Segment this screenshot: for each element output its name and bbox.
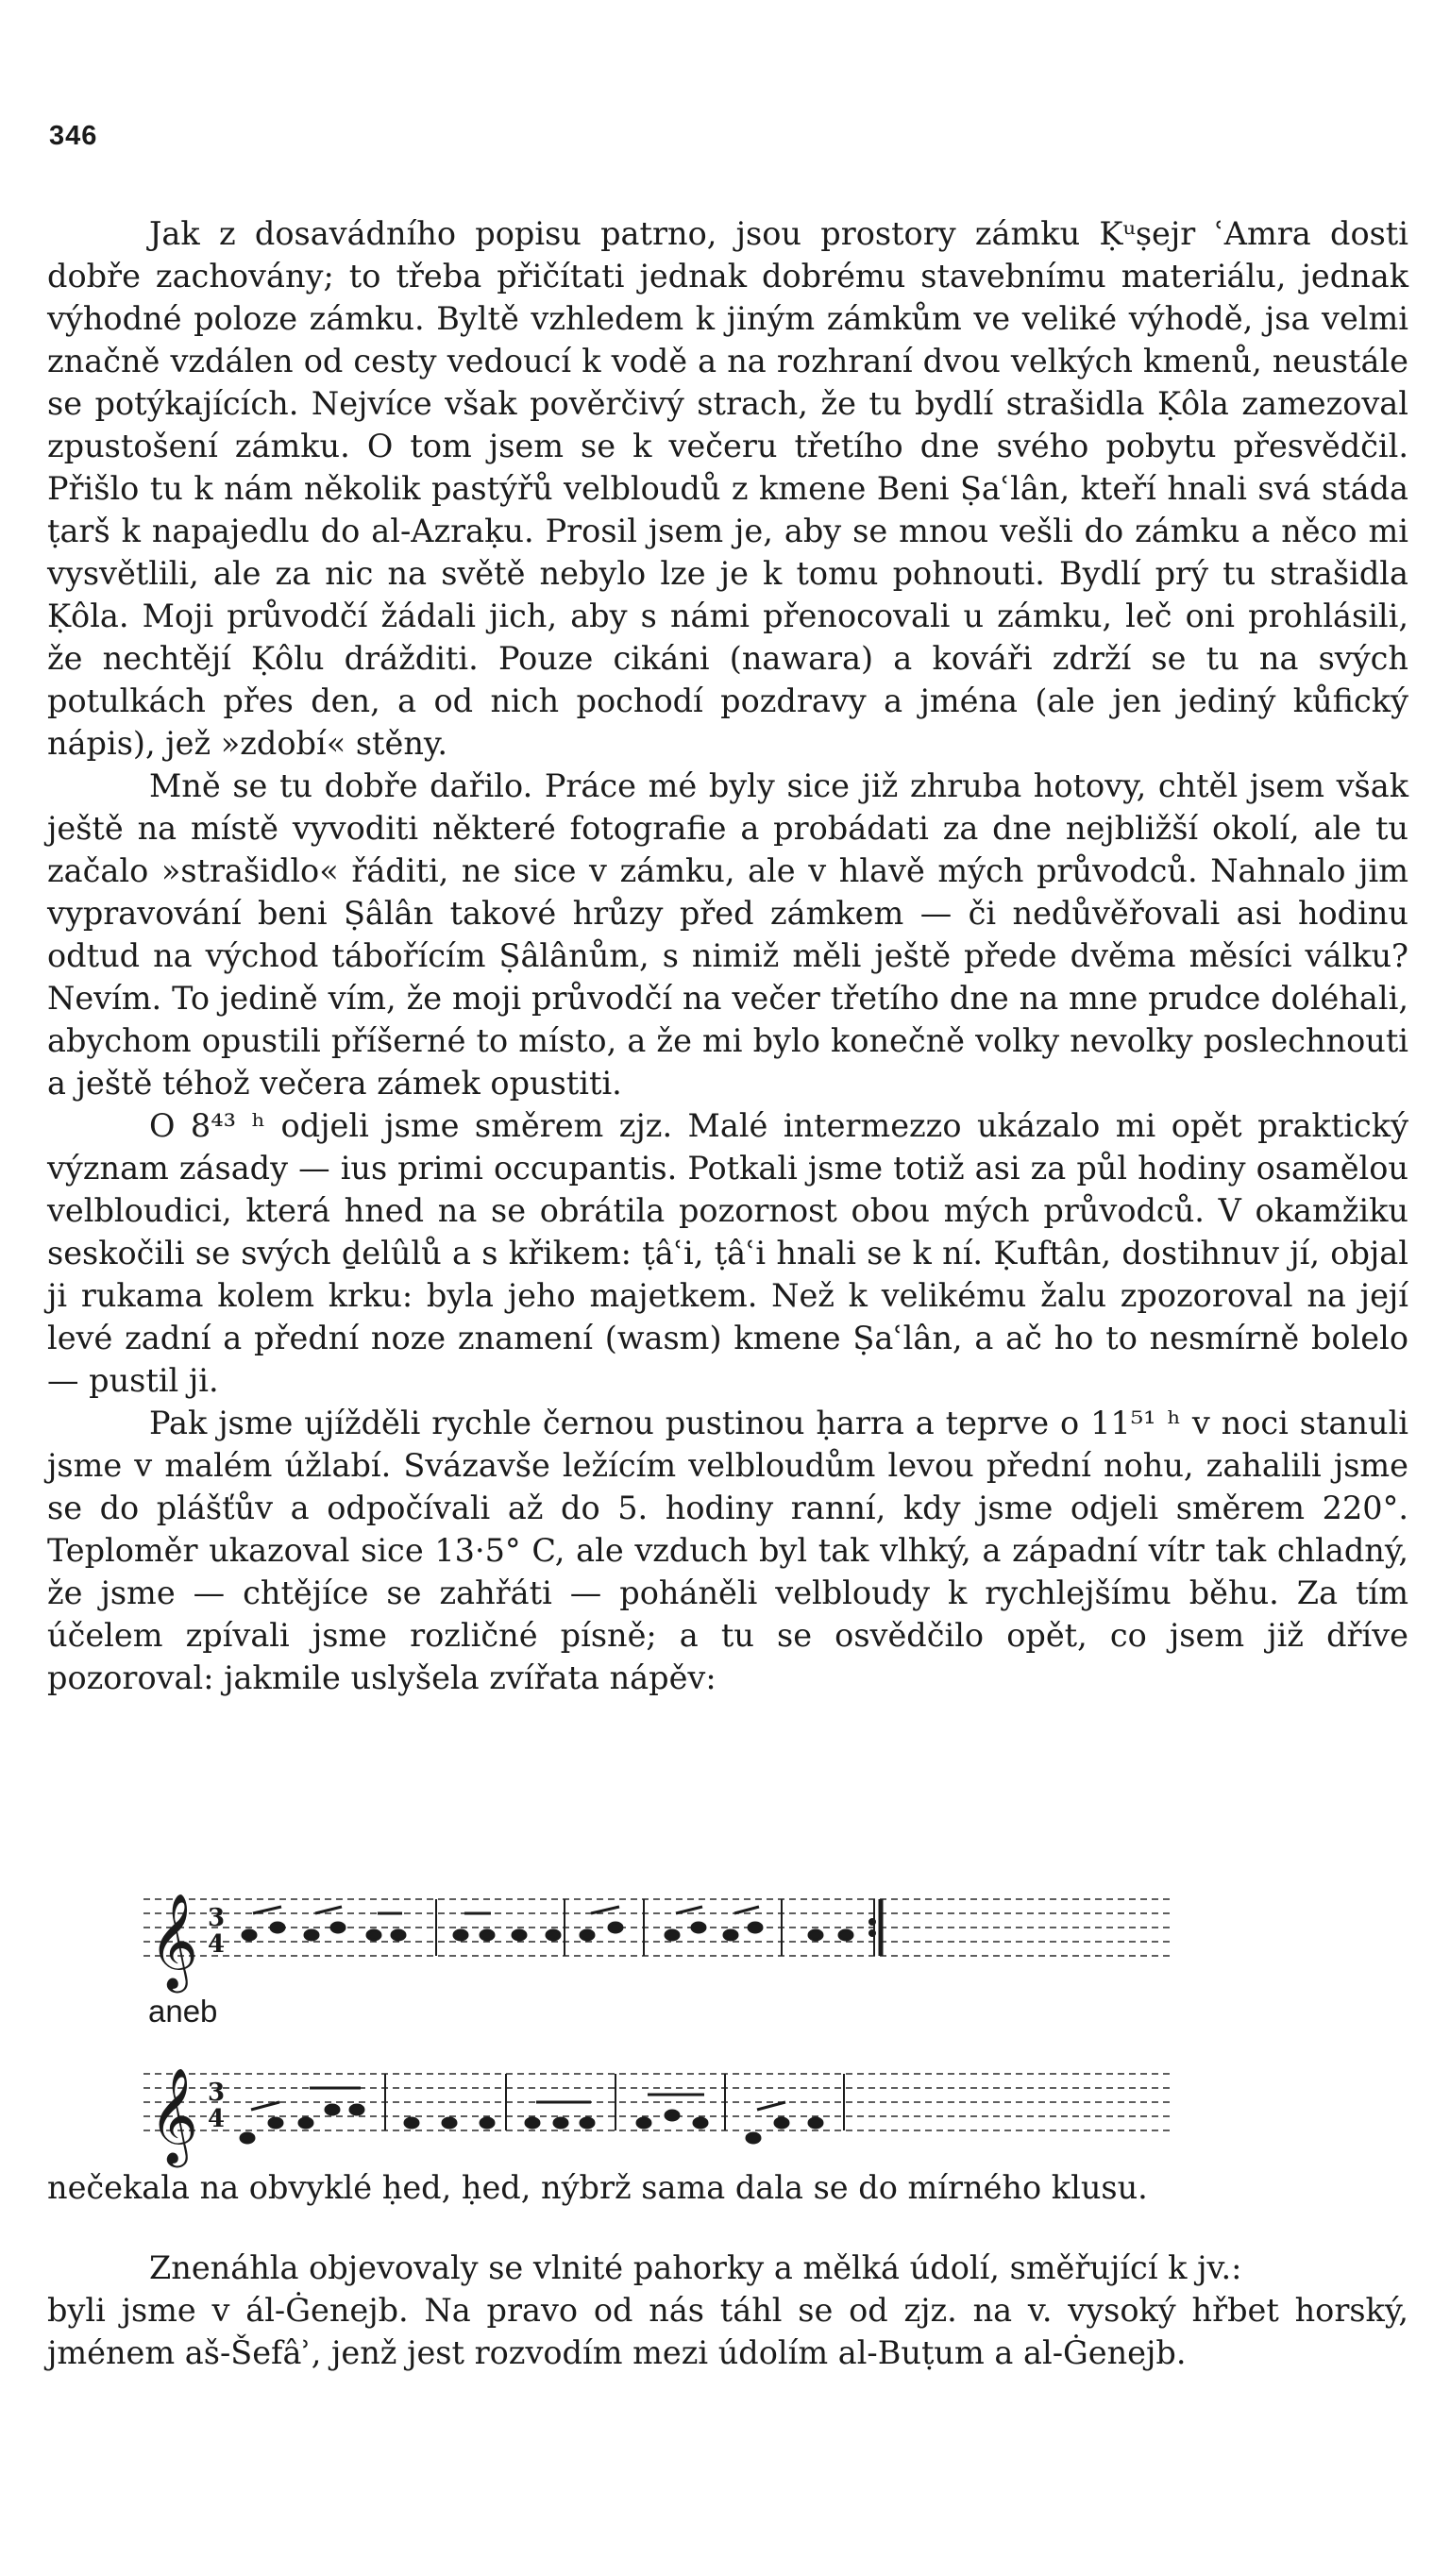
page-number: 346 bbox=[49, 121, 98, 151]
time-signature-bottom: 4 bbox=[208, 2105, 226, 2133]
music-staff-2 bbox=[143, 2053, 1174, 2166]
paragraph: O 8⁴³ ʰ odjeli jsme směrem zjz. Malé intermezzo ukázalo mi opět praktický význam zásady — ius primi occupantis. Potkali jsme totiž asi za půl hodiny osamělou velbloudici, která hned na se obrátila pozornost obou mých průvodců. V okamžiku seskočili se svých ḏelûlů a s křikem: ṭâʿi, ṭâʿi hnali se k ní. Ḳuftân, dostihnuv jí, objal ji rukama kolem krku: byla jeho majetkem. Než k velikému žalu zpozoroval na její levé zadní a přední noze znamení (wasm) kmene Ṣaʿlân, a ač ho to nesmírně bolelo — pustil ji. bbox=[47, 1107, 1408, 1399]
body-text bbox=[47, 212, 1408, 1699]
paragraph: nečekala na obvyklé ḥed, ḥed, nýbrž sama dala se do mírného klusu. bbox=[47, 2169, 1148, 2206]
paragraph bbox=[47, 2247, 1408, 2374]
treble-clef-icon: 𝄞 bbox=[149, 1892, 199, 1989]
paragraph: Mně se tu dobře dařilo. Práce mé byly sice již zhruba hotovy, chtěl jsem však ještě na místě vyvoditi některé fotografie a probádati za dne nejbližší okolí, ale tu začalo »strašidlo« řáditi, ne sice v zámku, ale v hlavě mých průvodců. Nahnalo jim vypravování beni Ṣâlân takové hrůzy před zámkem — či nedůvěřovali asi hodinu odtud na východ tábořícím Ṣâlânům, s nimiž měli ještě přede dvěma měsíci válku? Nevím. To jedině vím, že moji průvodčí na večer třetího dne na mne prudce doléhali, abychom opustili příšerné to místo, a že mi bylo konečně volky nevolky poslechnouti a ještě téhož večera zámek opustiti. bbox=[47, 767, 1408, 1102]
closing-text bbox=[47, 2166, 1408, 2374]
treble-clef-icon: 𝄞 bbox=[149, 2066, 199, 2164]
time-signature-top: 3 bbox=[208, 1904, 226, 1932]
paragraph-line: Znenáhla objevovaly se vlnité pahorky a mělká údolí, směřující k jv.: bbox=[149, 2249, 1242, 2286]
paragraph: Jak z dosavádního popisu patrno, jsou prostory zámku Ḳᵘṣejr ʿAmra dosti dobře zachovány; to třeba přičítati jednak dobrému stavebnímu materiálu, jednak výhodné poloze zámku. Byltě vzhledem k jiným zámkům ve veliké výhodě, jsa velmi značně vzdálen od cesty vedoucí k vodě a na rozhraní dvou velkých kmenů, neustále se potýkajících. Nejvíce však pověrčivý strach, že tu bydlí strašidla Ḳôla zamezoval zpustošení zámku. O tom jsem se k večeru třetího dne svého pobytu přesvědčil. Přišlo tu k nám několik pastýřů velbloudů z kmene Beni Ṣaʿlân, kteří hnali svá stáda ṭarš k napajedlu do al-Azraḳu. Prosil jsem je, aby se mnou vešli do zámku a něco mi vysvětlili, ale za nic na světě nebylo lze je k tomu pohnouti. Bydlí prý tu strašidla Ḳôla. Moji průvodčí žádali jich, aby s námi přenocovali u zámku, leč oni prohlásili, že nechtějí Ḳôlu drážditi. Pouze cikáni (nawara) a kováři zdrží se tu na svých potulkách přes den, a od nich pochodí pozdravy a jména (ale jen jediný kůfický nápis), jež »zdobí« stěny. bbox=[47, 215, 1408, 762]
music-staff-1 bbox=[143, 1878, 1174, 1992]
alternative-label: aneb bbox=[148, 1994, 218, 2029]
paragraph: Pak jsme ujížděli rychle černou pustinou ḥarra a teprve o 11⁵¹ ʰ v noci stanuli jsme v malém úžlabí. Svázavše ležícím velbloudům levou přední nohu, zahalili jsme se do plášťův a odpočívali až do 5. hodiny ranní, kdy jsme odjeli směrem 220°. Teploměr ukazoval sice 13·5° C, ale vzduch byl tak vlhký, a západní vítr tak chladný, že jsme — chtějíce se zahřáti — poháněli velbloudy k rychlejšímu běhu. Za tím účelem zpívali jsme rozličné písně; a tu se osvědčilo opět, co jsem již dříve pozoroval: jakmile uslyšela zvířata nápěv: bbox=[47, 1405, 1408, 1696]
time-signature-bottom: 4 bbox=[208, 1930, 226, 1959]
time-signature-top: 3 bbox=[208, 2079, 226, 2107]
paragraph-line: byli jsme v ál-Ġenejb. Na pravo od nás táhl se od zjz. na v. vysoký hřbet horský, jménem aš-Šefâʾ, jenž jest rozvodím mezi údolím al-Buṭum a al-Ġenejb. bbox=[47, 2292, 1408, 2371]
music-notation-2 bbox=[143, 2053, 1174, 2166]
music-notation-1 bbox=[143, 1878, 1174, 1992]
